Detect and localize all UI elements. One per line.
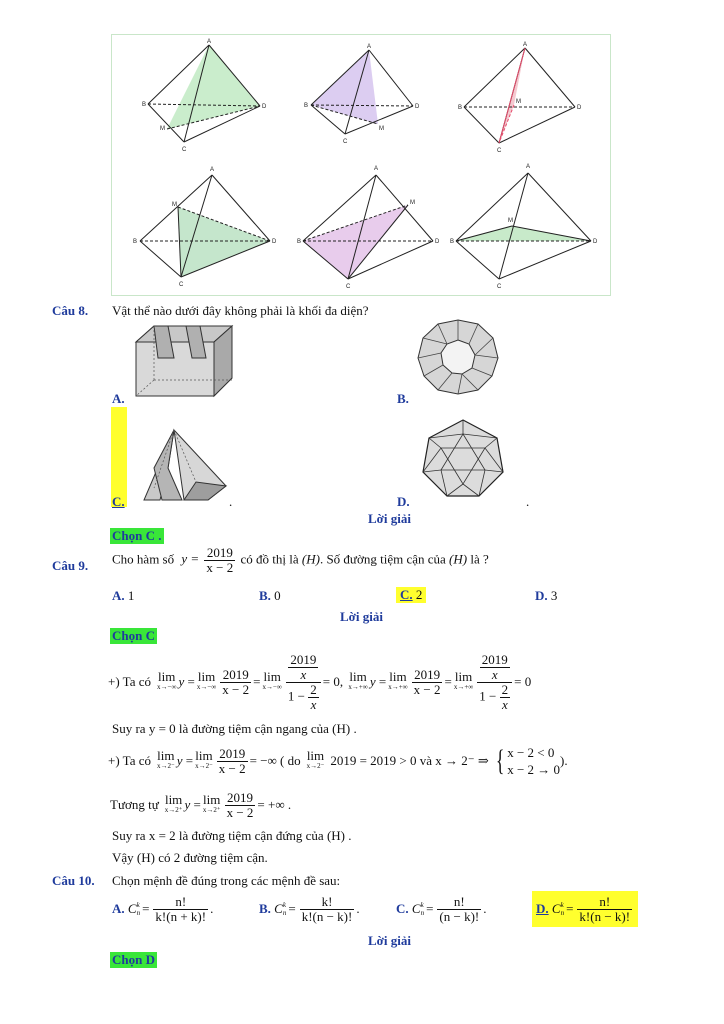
q9-question-mid: có đồ thị là xyxy=(240,551,299,567)
lim-text: lim xyxy=(158,669,176,684)
sup-k: k xyxy=(282,901,286,909)
fig2-label-d: D xyxy=(415,104,420,110)
tetrahedra-figure xyxy=(111,34,611,296)
fig5-label-d: D xyxy=(435,239,440,245)
q10-option-c-label: C. xyxy=(396,901,409,916)
frac-den: (n − k)! xyxy=(439,908,480,924)
q8-option-d-dot: . xyxy=(526,494,530,509)
sup-k: k xyxy=(420,901,424,909)
lim-text: lim xyxy=(454,669,473,684)
q9-option-b[interactable] xyxy=(259,588,281,604)
fig4-label-c: C xyxy=(179,282,184,288)
q9-number: Câu 9. xyxy=(52,558,89,573)
lim-text: lim xyxy=(306,748,325,763)
frac-den: x xyxy=(300,666,307,682)
c-symbol: C xyxy=(411,901,421,916)
tetrahedron-5 xyxy=(303,175,433,279)
one-minus: 1 − xyxy=(287,687,306,703)
eq-pos-inf: = +∞ . xyxy=(257,797,292,812)
q9-line1-pre: +) Ta có xyxy=(108,674,151,689)
q9-option-a[interactable] xyxy=(112,588,134,604)
fig4-label-a: A xyxy=(210,167,215,173)
q10-number: Câu 10. xyxy=(52,873,95,888)
frac-den: x xyxy=(501,696,508,712)
frac-num: k! xyxy=(300,895,355,910)
fig6-label-d: D xyxy=(593,239,598,245)
q8-option-c[interactable] xyxy=(112,494,125,510)
q9-frac-den: x − 2 xyxy=(206,560,234,575)
q10-answer: Chọn D xyxy=(112,952,155,967)
q8-figure-d xyxy=(419,418,507,500)
eq: = xyxy=(288,901,296,916)
frac-num: n! xyxy=(153,895,208,910)
fig3-label-m: M xyxy=(516,99,521,105)
sup-k: k xyxy=(136,901,140,909)
system-line-2: x − 2 → 0 xyxy=(507,762,561,777)
tetrahedron-3 xyxy=(464,48,575,143)
frac-den: x xyxy=(310,696,317,712)
q9-frac-num: 2019 xyxy=(204,546,235,561)
q9-option-d-label: D. xyxy=(535,588,548,603)
fig3-label-c: C xyxy=(497,148,502,154)
lim-text: lim xyxy=(157,748,175,763)
dot: . xyxy=(356,901,360,916)
q9-line5: Suy ra x = 2 là đường tiệm cận đứng của (H) . xyxy=(112,828,352,843)
q9-question xyxy=(112,546,489,575)
eq-zero-end: = 0 xyxy=(514,674,532,689)
fig1-label-b: B xyxy=(142,102,147,108)
c-symbol: C xyxy=(127,901,137,916)
q10-frac-d xyxy=(577,895,632,924)
fig6-label-m: M xyxy=(508,218,513,224)
lim-sub: x→−∞ xyxy=(262,683,282,691)
lim-text: lim xyxy=(203,792,221,807)
tetrahedron-6 xyxy=(456,173,591,279)
frac-num: n! xyxy=(437,895,481,910)
lim-text: lim xyxy=(263,669,281,684)
q9-frac-c xyxy=(217,747,248,776)
q9-option-c[interactable] xyxy=(396,587,426,603)
q9-y-eq: y = xyxy=(181,551,200,567)
fig6-label-c: C xyxy=(497,284,502,290)
lim-sub: x→+∞ xyxy=(388,683,408,691)
q9-option-a-label: A. xyxy=(112,588,125,603)
q9-lim-8 xyxy=(195,750,213,772)
q9-option-a-value: 1 xyxy=(127,588,135,603)
q9-y: y xyxy=(176,753,183,768)
q8-answer: Chọn C . xyxy=(112,528,162,543)
q9-lim-2 xyxy=(197,671,216,693)
q10-frac-c xyxy=(437,895,481,924)
q8-option-a[interactable]: A. xyxy=(112,391,125,406)
q9-H: (H) xyxy=(301,551,320,567)
fig4-label-m: M xyxy=(172,202,177,208)
complex-num xyxy=(477,653,512,683)
eq-zero: = 0, xyxy=(322,674,344,689)
q9-fraction xyxy=(204,546,235,575)
q9-option-d-value: 3 xyxy=(550,588,558,603)
q9-lim-9 xyxy=(307,750,325,772)
eq: = xyxy=(253,674,261,689)
frac-num: 2019 xyxy=(225,791,256,806)
lim-text: lim xyxy=(195,748,213,763)
q9-line4 xyxy=(110,786,291,824)
q9-y: y xyxy=(178,674,185,689)
q9-line1 xyxy=(108,645,531,719)
fig3-label-d: D xyxy=(577,105,582,111)
sub-n: n xyxy=(136,909,141,917)
lim-sub: x→2⁻ xyxy=(195,762,213,770)
q9-frac-a xyxy=(220,668,251,697)
q8-number: Câu 8. xyxy=(52,303,89,318)
lim-sub: x→2⁺ xyxy=(164,806,183,814)
eq: = xyxy=(187,674,195,689)
lim-sub: x→+∞ xyxy=(348,683,368,691)
q9-lim-3 xyxy=(262,671,281,693)
fig1-label-a: A xyxy=(207,39,212,45)
frac-den: x − 2 xyxy=(413,681,441,697)
sup-k: k xyxy=(560,901,564,909)
q9-lim-4 xyxy=(348,671,367,693)
q9-complex-frac-1 xyxy=(286,653,321,712)
q9-option-c-label: C. xyxy=(400,587,413,602)
q9-option-b-label: B. xyxy=(259,588,271,603)
q10-option-a[interactable] xyxy=(112,890,213,928)
q8-option-c-highlight xyxy=(111,407,127,507)
frac-num: 2019 xyxy=(220,668,251,683)
q10-option-d-label: D. xyxy=(536,901,549,916)
fig4-label-b: B xyxy=(133,239,138,245)
fig1-label-m: M xyxy=(160,126,165,132)
q9-lim-5 xyxy=(388,671,407,693)
eq: = xyxy=(566,901,574,916)
q8-option-d[interactable]: D. xyxy=(397,494,410,509)
q10-option-b-label: B. xyxy=(259,901,271,916)
q8-figure-b xyxy=(416,318,500,396)
fig5-label-b: B xyxy=(297,239,302,245)
q9-system: { x − 2 < 0 x − 2 → 0 xyxy=(495,744,561,777)
fig6-label-b: B xyxy=(450,239,455,245)
q9-y: y xyxy=(184,797,191,812)
complex-num xyxy=(286,653,321,683)
lim-sub: x→−∞ xyxy=(157,683,177,691)
q9-line2: Suy ra y = 0 là đường tiệm cận ngang của (H) . xyxy=(112,721,357,736)
fig3-label-b: B xyxy=(458,105,463,111)
lim-text: lim xyxy=(389,669,407,684)
frac-num: n! xyxy=(577,895,632,910)
q9-H-2: (H) xyxy=(449,551,468,567)
q9-option-c-value: 2 xyxy=(415,587,423,602)
fig1-label-d: D xyxy=(262,104,267,110)
fig2-label-m: M xyxy=(379,126,384,132)
tetrahedron-2 xyxy=(311,50,413,134)
frac-num: 2019 xyxy=(290,651,317,667)
q9-line4-pre: Tương tự xyxy=(110,797,159,812)
eq: = xyxy=(193,797,201,812)
fig6-label-a: A xyxy=(526,164,531,170)
q9-question-pre: Cho hàm số xyxy=(112,551,175,567)
dot: . xyxy=(483,901,487,916)
frac-den: k!(n − k)! xyxy=(579,908,631,924)
fig5-label-m: M xyxy=(410,200,415,206)
frac-den: x xyxy=(491,666,498,682)
lim-sub: x→2⁻ xyxy=(306,762,325,770)
q9-y: y xyxy=(369,674,376,689)
frac-den: x − 2 xyxy=(218,760,246,776)
q10-frac-b xyxy=(300,895,355,924)
system-line-1: x − 2 < 0 xyxy=(507,745,555,760)
q10-frac-a xyxy=(153,895,208,924)
q9-lim-11 xyxy=(203,794,221,816)
eq-neg-inf: = −∞ ( do xyxy=(249,753,301,768)
complex-den xyxy=(286,683,321,712)
q10-solution-title: Lời giải xyxy=(368,933,411,948)
complex-den xyxy=(477,683,512,712)
lim-text: lim xyxy=(349,669,367,684)
fig2-label-a: A xyxy=(367,44,372,50)
q9-line6: Vậy (H) có 2 đường tiệm cận. xyxy=(112,850,268,865)
q10-option-d[interactable] xyxy=(532,891,638,927)
fig2-label-b: B xyxy=(304,103,309,109)
frac-den: k!(n + k)! xyxy=(155,908,207,924)
fig5-label-a: A xyxy=(374,166,379,172)
one-minus: 1 − xyxy=(479,687,497,703)
q9-question-mid2: . Số đường tiệm cận của xyxy=(319,551,446,567)
lim-text: lim xyxy=(197,669,216,684)
frac-den: x − 2 xyxy=(222,681,250,697)
fig5-label-c: C xyxy=(346,284,351,290)
q9-lim-1 xyxy=(157,671,176,693)
q9-question-end: là ? xyxy=(470,551,489,567)
frac-num: 2019 xyxy=(217,747,248,762)
q8-option-c-dot: . xyxy=(229,494,233,509)
fig2-label-c: C xyxy=(343,139,348,145)
eq: = xyxy=(426,901,434,916)
eq: = xyxy=(142,901,150,916)
q8-figure-c xyxy=(138,428,228,502)
lim-sub: x→2⁻ xyxy=(157,762,175,770)
q8-question: Vật thể nào dưới đây không phải là khối đa diện? xyxy=(112,303,369,318)
q8-option-c-label: C. xyxy=(112,494,125,509)
q10-question: Chọn mệnh đề đúng trong các mệnh đề sau: xyxy=(112,873,341,888)
q9-lim-7 xyxy=(157,750,175,772)
q10-option-b[interactable] xyxy=(259,890,360,928)
q9-line3-mid: 2019 = 2019 > 0 và x → 2⁻ ⇒ xyxy=(330,753,489,768)
eq: = xyxy=(185,753,194,768)
q10-option-c[interactable] xyxy=(396,890,486,928)
fig3-label-a: A xyxy=(523,42,528,48)
q9-option-d[interactable] xyxy=(535,588,557,604)
q8-option-b[interactable]: B. xyxy=(397,391,409,406)
tetrahedra-svg xyxy=(112,35,612,297)
q9-frac-d xyxy=(225,791,256,820)
lim-sub: x→+∞ xyxy=(453,683,474,691)
frac-den: x − 2 xyxy=(226,804,254,820)
eq: = xyxy=(444,674,452,689)
sub-n: n xyxy=(560,909,565,917)
q9-solution-title: Lời giải xyxy=(340,609,383,624)
frac-num: 2019 xyxy=(481,651,508,667)
q9-lim-10 xyxy=(165,794,183,816)
sub-n: n xyxy=(420,909,425,917)
frac-num: 2 xyxy=(310,681,317,697)
q8-solution-title: Lời giải xyxy=(368,511,411,526)
fig4-label-d: D xyxy=(272,239,277,245)
lim-text: lim xyxy=(164,792,183,807)
tetrahedron-4 xyxy=(140,175,270,277)
c-symbol: C xyxy=(551,901,561,916)
q9-frac-b xyxy=(412,668,443,697)
q9-complex-frac-2 xyxy=(477,653,512,712)
c-symbol: C xyxy=(274,901,283,916)
q9-lim-6 xyxy=(454,671,473,693)
lim-sub: x→2⁺ xyxy=(202,806,221,814)
sys-end: ). xyxy=(560,753,568,768)
q9-answer: Chọn C xyxy=(112,628,155,643)
lim-sub: x→−∞ xyxy=(196,683,217,691)
q9-line3-pre: +) Ta có xyxy=(108,753,151,768)
q10-option-a-label: A. xyxy=(112,901,125,916)
eq: = xyxy=(378,674,387,689)
sub-n: n xyxy=(282,909,287,917)
frac-num: 2019 xyxy=(412,668,443,683)
q9-option-b-value: 0 xyxy=(274,588,281,603)
dot: . xyxy=(210,901,214,916)
q9-line3 xyxy=(108,740,568,782)
fig1-label-c: C xyxy=(182,147,187,153)
frac-den: k!(n − k)! xyxy=(301,908,353,924)
q8-figure-a xyxy=(134,322,234,398)
frac-num: 2 xyxy=(501,681,509,697)
